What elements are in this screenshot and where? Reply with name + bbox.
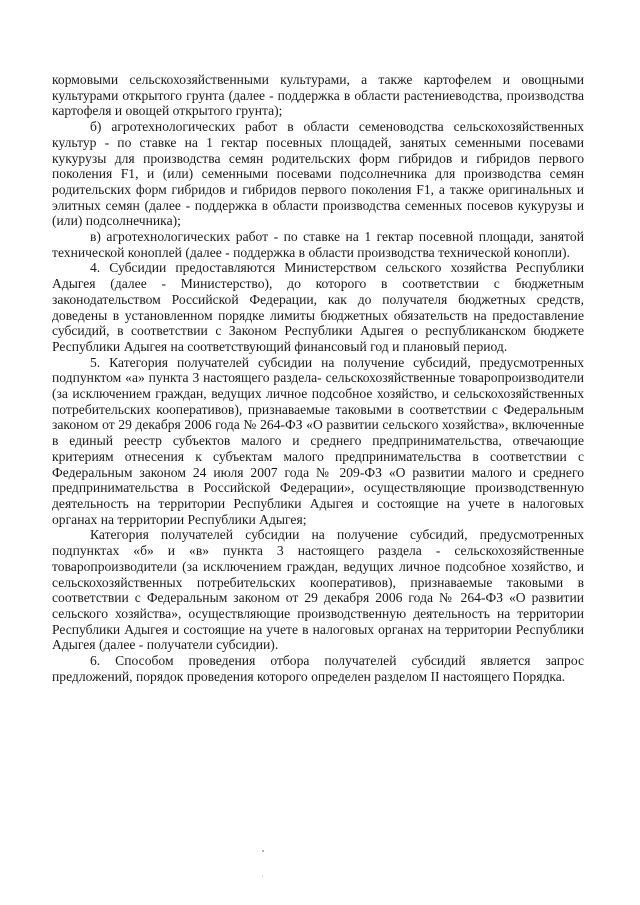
document-body	[52, 72, 584, 684]
paragraph-6-selection-method: 6. Способом проведения отбора получателей субсидий является запрос предложений, порядок проведения которого определен разделом II настоящего Порядка.	[52, 653, 584, 684]
paragraph-5-recipient-category-a: 5. Категория получателей субсидии на получение субсидий, предусмотренных подпунктом «а» пункта 3 настоящего раздела- сельскохозяйственные товаропроизводители (за исключением граждан, ведущих личное подсобное хозяйство, и сельскохозяйственных потребительских кооперативов), признаваемые таковыми в соответствии с Федеральным законом от 29 декабря 2006 года № 264-ФЗ «О развитии сельского хозяйства», включенные в единый реестр субъектов малого и среднего предпринимательства, отвечающие критериям отнесения к субъектам малого предпринимательства в соответствии с Федеральным законом 24 июля 2007 года № 209-ФЗ «О развитии малого и среднего предпринимательства в Российской Федерации», осуществляющие производственную деятельность на территории Республики Адыгея и состоящие на учете в налоговых органах на территории Республики Адыгея;	[52, 354, 584, 527]
paragraph-5-recipient-category-b-v: Категория получателей субсидии на получение субсидий, предусмотренных подпунктах «б» и «в» пункта 3 настоящего раздела - сельскохозяйственные товаропроизводители (за исключением граждан, ведущих личное подсобное хозяйство, и сельскохозяйственных потребительских кооперативов), признаваемые таковыми в соответствии с Федеральным законом от 29 декабря 2006 года № 264-ФЗ «О развитии сельского хозяйства», осуществляющие производственную деятельность на территории Республики Адыгея и состоящие на учете в налоговых органах на территории Республики Адыгея (далее - получатели субсидии).	[52, 527, 584, 653]
scan-speck	[262, 876, 263, 877]
scan-speck	[262, 850, 264, 852]
paragraph-4-ministry: 4. Субсидии предоставляются Министерством сельского хозяйства Республики Адыгея (далее - Министерство), до которого в соответствии с бюджетным законодательством Российской Федерации, как до получателя бюджетных средств, доведены в установленном порядке лимиты бюджетных обязательств на предоставление субсидий, в соответствии с Законом Республики Адыгея о республиканском бюджете Республики Адыгея на соответствующий финансовый год и плановый период.	[52, 260, 584, 354]
paragraph-3v-technical-hemp: в) агротехнологических работ - по ставке на 1 гектар посевной площади, занятой технической коноплей (далее - поддержка в области производства технической конопли).	[52, 229, 584, 260]
paragraph-1-continuation: кормовыми сельскохозяйственными культурами, а также картофелем и овощными культурами открытого грунта (далее - поддержка в области растениеводства, производства картофеля и овощей открытого грунта);	[52, 72, 584, 119]
paragraph-3b-seed-production: б) агротехнологических работ в области семеноводства сельскохозяйственных культур - по ставке на 1 гектар посевных площадей, занятых семенными посевами кукурузы для производства семян родительских форм гибридов и гибридов первого поколения F1, и (или) семенными посевами подсолнечника для производства семян родительских форм гибридов и гибридов первого поколения F1, а также оригинальных и элитных семян (далее - поддержка в области производства семенных посевов кукурузы и (или) подсолнечника);	[52, 119, 584, 229]
